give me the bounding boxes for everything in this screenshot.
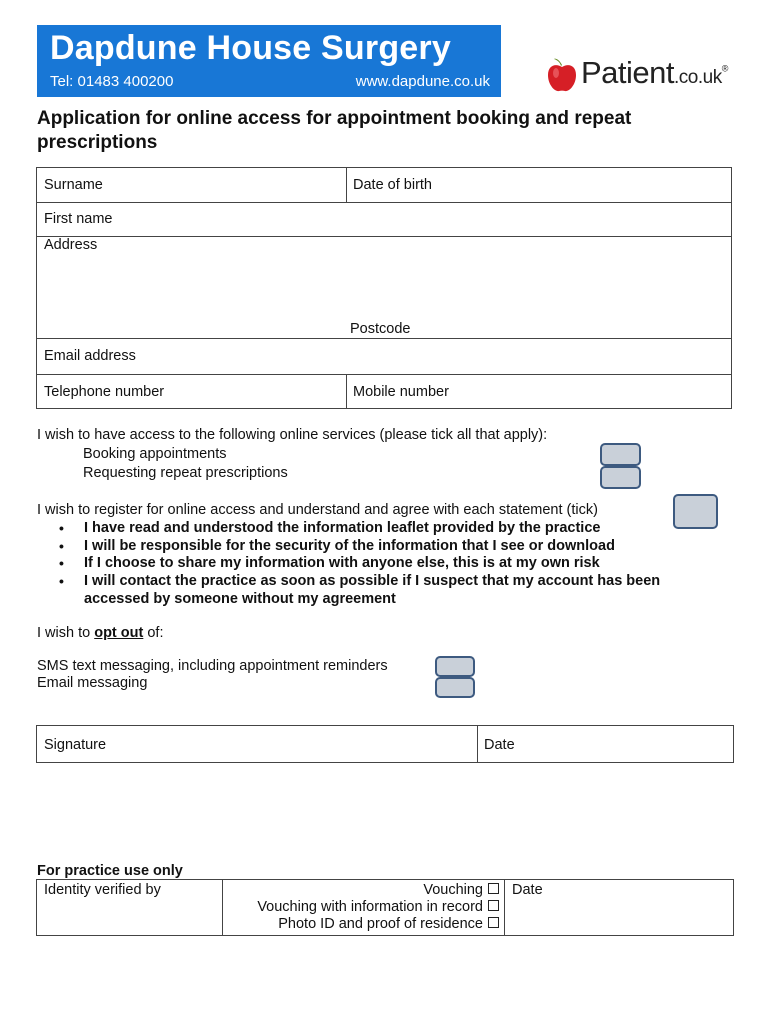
statement-item: • If I choose to share my information with anyone else, this is at my own risk — [56, 555, 696, 573]
practice-banner — [37, 25, 501, 97]
services-intro: I wish to have access to the following online services (please tick all that apply): — [37, 427, 548, 443]
surname-field[interactable]: Surname — [44, 177, 103, 193]
patient-logo — [546, 56, 736, 96]
statement-item: • I have read and understood the information leaflet provided by the practice — [56, 520, 696, 538]
opt-out-email: Email messaging — [37, 675, 148, 691]
vouching-checkbox[interactable] — [488, 883, 499, 894]
practice-website: www.dapdune.co.uk — [355, 73, 490, 90]
opt-out-sms: SMS text messaging, including appointment reminders — [37, 658, 388, 674]
service-repeat-prescriptions: Requesting repeat prescriptions — [83, 465, 288, 481]
statement-item: • I will contact the practice as soon as possible if I suspect that my account has been accessed by someone without my agreement — [56, 573, 696, 608]
email-field[interactable]: Email address — [44, 348, 136, 364]
repeat-prescriptions-checkbox[interactable] — [600, 466, 641, 489]
address-field[interactable]: Address — [44, 237, 98, 253]
page-title: Application for online access for appointment booking and repeat prescriptions — [37, 108, 632, 153]
register-intro: I wish to register for online access and understand and agree with each statement (tick) — [37, 502, 598, 518]
photo-id-checkbox[interactable] — [488, 917, 499, 928]
opt-out-sms-checkbox[interactable] — [435, 656, 475, 677]
opt-out-intro: I wish to opt out of: — [37, 625, 164, 641]
photo-id-option[interactable]: Photo ID and proof of residence — [278, 916, 499, 932]
agreement-statements — [56, 520, 696, 609]
statement-item: • I will be responsible for the security of the information that I see or download — [56, 538, 696, 556]
practice-use-table — [36, 879, 734, 936]
signature-date-field[interactable]: Date — [484, 737, 515, 753]
telephone-field[interactable]: Telephone number — [44, 384, 165, 400]
practice-date-field[interactable]: Date — [512, 882, 543, 898]
practice-telephone: Tel: 01483 400200 — [50, 73, 174, 90]
service-booking-appointments: Booking appointments — [83, 446, 227, 462]
booking-appointments-checkbox[interactable] — [600, 443, 641, 466]
vouching-option[interactable]: Vouching — [423, 882, 499, 898]
patient-logo-text: Patient.co.uk® — [581, 55, 728, 90]
mobile-field[interactable]: Mobile number — [353, 384, 449, 400]
identity-verified-by-label: Identity verified by — [44, 882, 161, 898]
opt-out-email-checkbox[interactable] — [435, 677, 475, 698]
signature-field[interactable]: Signature — [44, 737, 107, 753]
practice-name: Dapdune House Surgery — [50, 29, 451, 67]
first-name-field[interactable]: First name — [44, 211, 113, 227]
vouching-record-checkbox[interactable] — [488, 900, 499, 911]
postcode-field[interactable]: Postcode — [350, 321, 411, 337]
date-of-birth-field[interactable]: Date of birth — [353, 177, 432, 193]
vouching-record-option[interactable]: Vouching with information in record — [257, 899, 499, 915]
personal-details-table — [36, 167, 732, 409]
signature-table — [36, 725, 734, 763]
apple-icon — [546, 57, 578, 93]
practice-use-heading: For practice use only — [37, 863, 183, 879]
